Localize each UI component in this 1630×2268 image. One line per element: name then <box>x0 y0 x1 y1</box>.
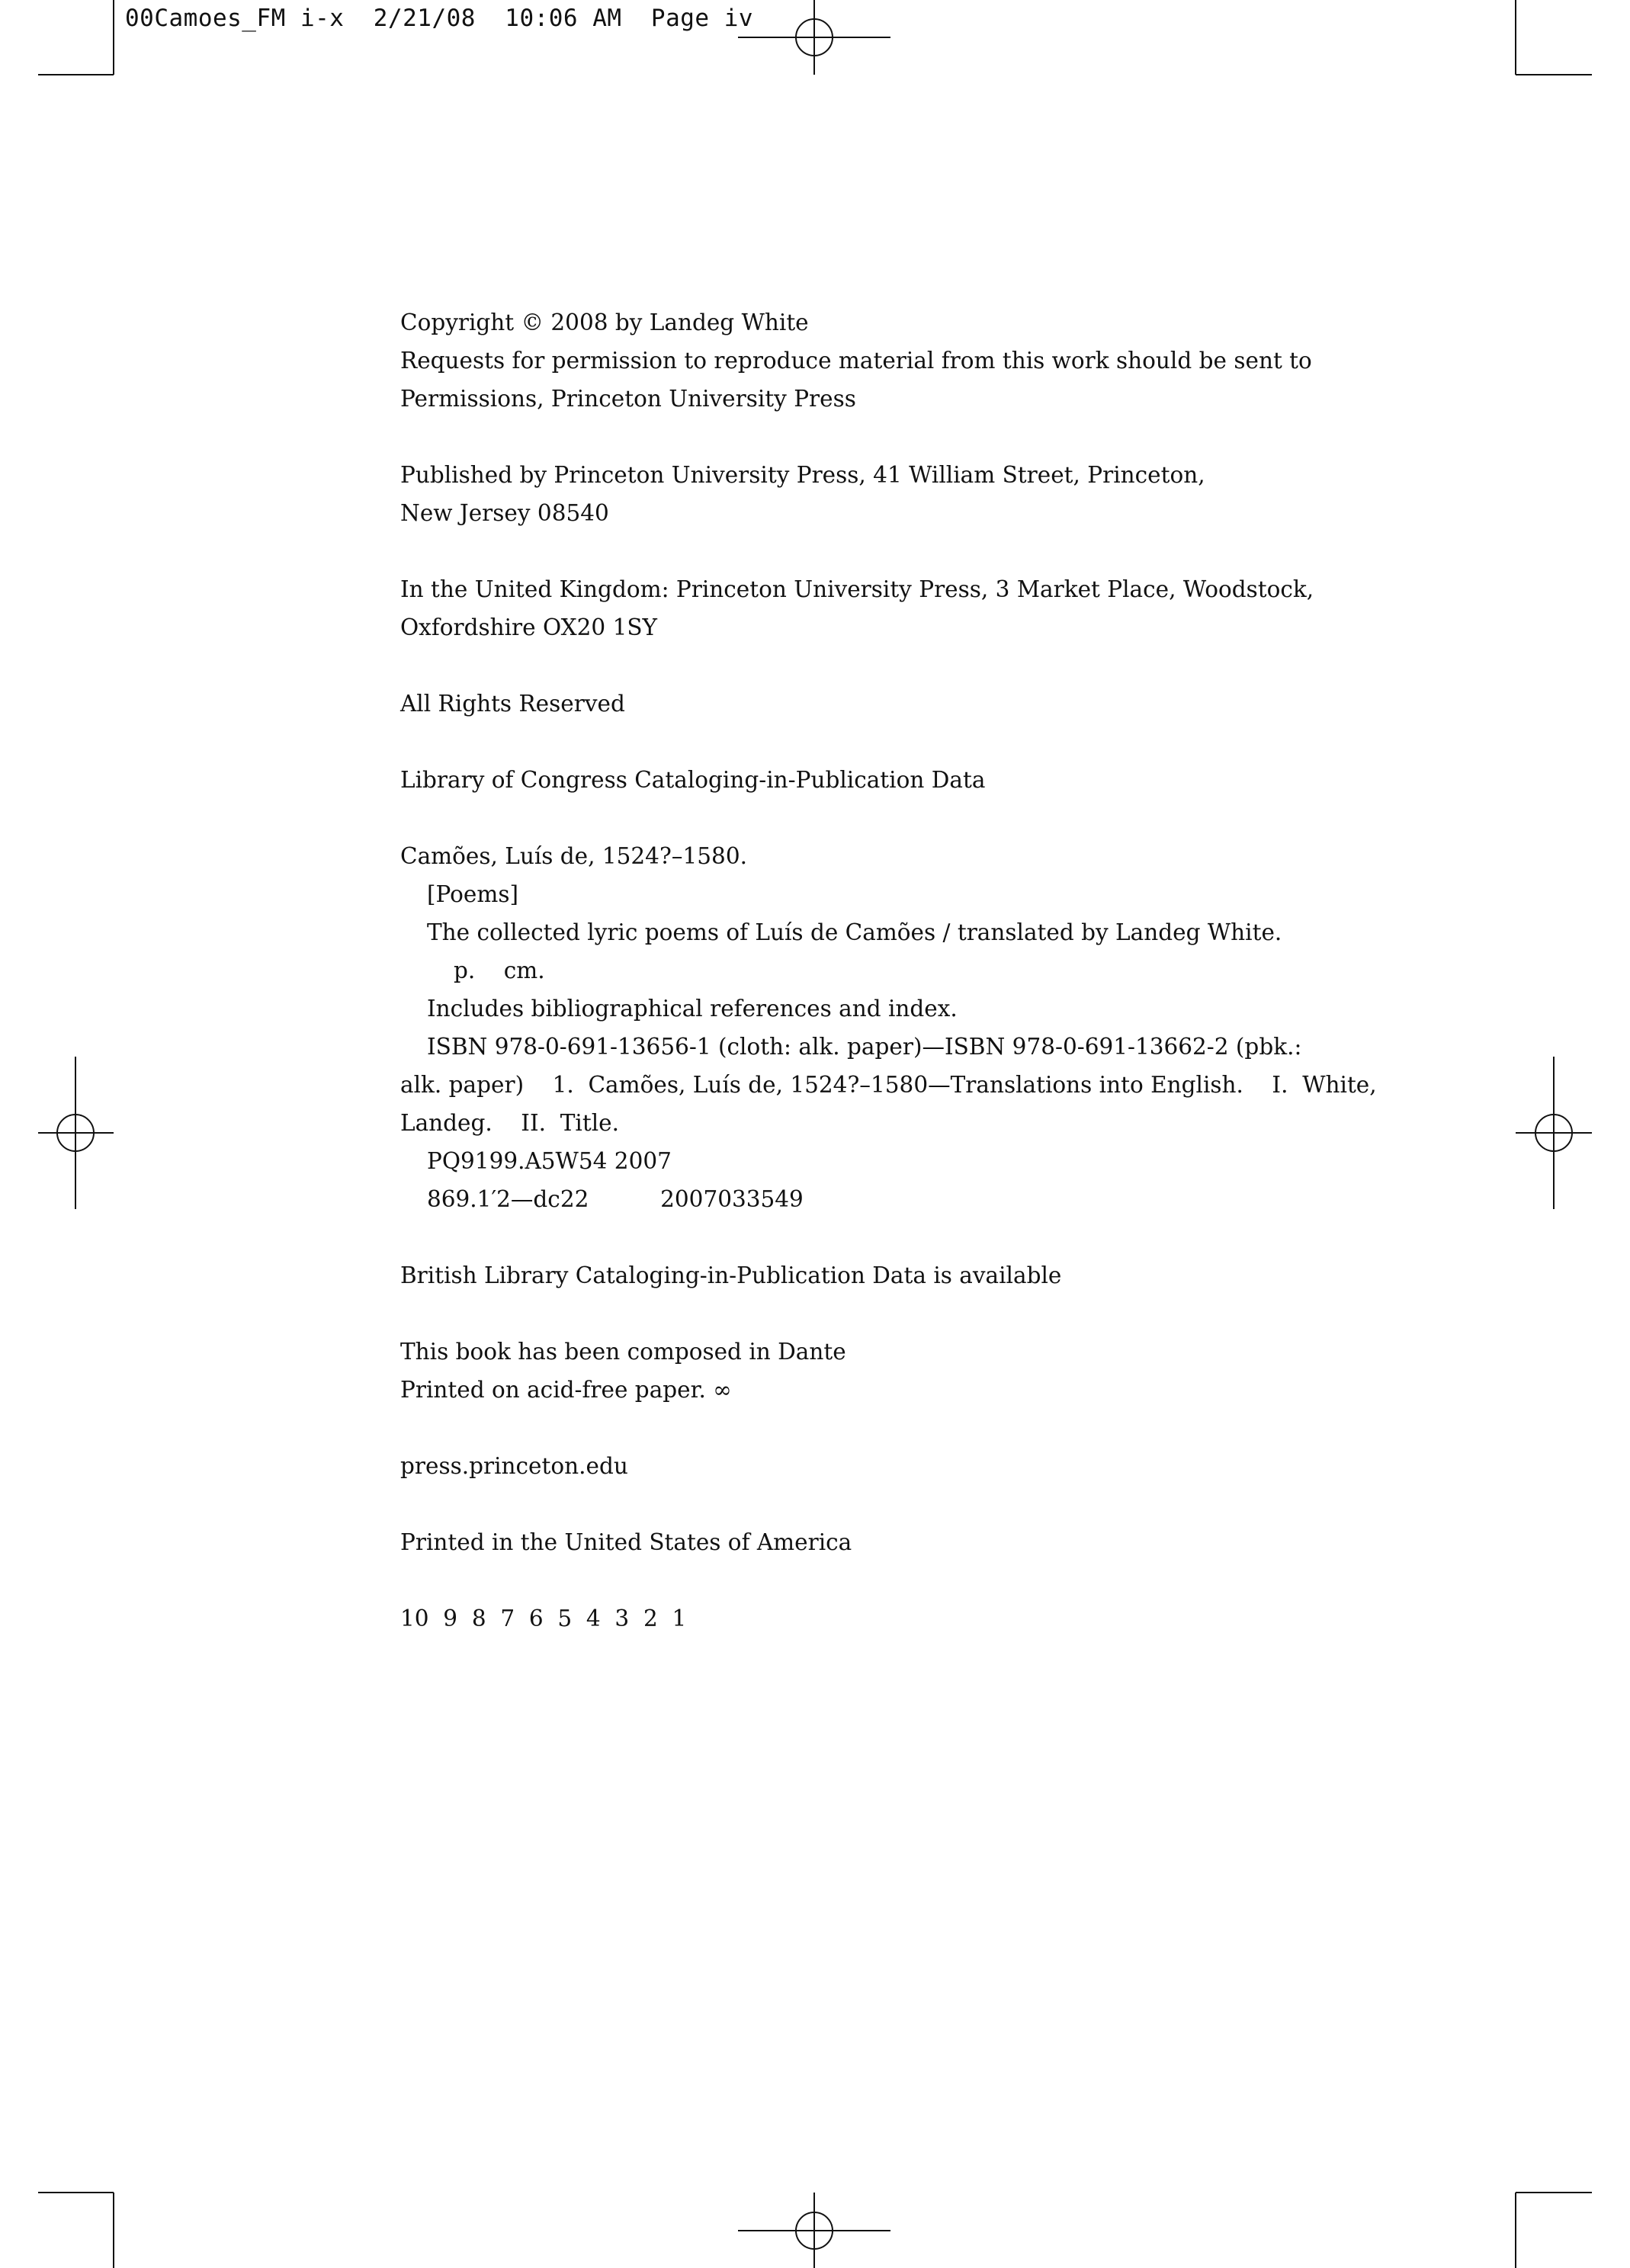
publisher-line-2: New Jersey 08540 <box>400 500 609 526</box>
copyright-page <box>400 303 1377 1676</box>
rights-reserved: All Rights Reserved <box>400 691 625 717</box>
copyright-line: Copyright © 2008 by Landeg White <box>400 310 809 335</box>
slug-date: 2/21/08 <box>373 5 476 32</box>
uk-line-1: In the United Kingdom: Princeton University Press, 3 Market Place, Woodstock, <box>400 576 1314 602</box>
crop-mark-top-right <box>1516 0 1592 75</box>
slug-page: Page iv <box>650 5 754 32</box>
registration-mark-bottom <box>738 2193 890 2268</box>
cip-uniform-title: [Poems] <box>427 881 519 907</box>
website-link: press.princeton.edu <box>400 1453 628 1479</box>
composition-block <box>400 1333 1315 1409</box>
permissions-line-1: Requests for permission to reproduce material from this work should be sent to <box>400 348 1312 374</box>
uk-publisher-block <box>400 570 1315 646</box>
loc-heading: Library of Congress Cataloging-in-Publication Data <box>400 767 986 793</box>
cip-subjects-1: alk. paper) 1. Camões, Luís de, 1524?–1580—Translations into English. I. White, <box>400 1072 1377 1098</box>
cip-author: Camões, Luís de, 1524?–1580. <box>400 843 747 869</box>
registration-mark-right <box>1516 1057 1592 1209</box>
cip-lc-class: PQ9199.A5W54 2007 <box>427 1148 672 1174</box>
cip-title: The collected lyric poems of Luís de Camões / translated by Landeg White. <box>427 919 1282 945</box>
uk-line-2: Oxfordshire OX20 1SY <box>400 614 658 640</box>
cip-record <box>400 837 1377 1218</box>
slug-file: 00Camoes_FM i-x <box>125 5 345 32</box>
british-library-line: British Library Cataloging-in-Publication Data is available <box>400 1262 1062 1288</box>
crop-mark-bottom-left <box>38 2193 114 2268</box>
printed-in-line: Printed in the United States of America <box>400 1529 852 1555</box>
british-library-block <box>400 1256 1315 1294</box>
publisher-block <box>400 456 1315 532</box>
cip-physical: p. cm. <box>454 958 545 983</box>
printed-in-block <box>400 1523 1315 1561</box>
composition-line-2: Printed on acid-free paper. ∞ <box>400 1377 732 1403</box>
cip-notes: Includes bibliographical references and index. <box>427 996 958 1022</box>
rights-block <box>400 685 1315 723</box>
slug-time: 10:06 AM <box>505 5 622 32</box>
copyright-block <box>400 303 1315 418</box>
website-block <box>400 1447 1315 1485</box>
publisher-line-1: Published by Princeton University Press, 41 William Street, Princeton, <box>400 462 1205 488</box>
print-line-block <box>400 1599 1315 1638</box>
registration-mark-left <box>38 1057 114 1209</box>
cip-subjects-2: Landeg. II. Title. <box>400 1110 619 1136</box>
loc-heading-block <box>400 761 1315 799</box>
crop-mark-bottom-right <box>1516 2193 1592 2268</box>
permissions-line-2: Permissions, Princeton University Press <box>400 386 856 412</box>
registration-mark-top <box>738 0 890 75</box>
composition-line-1: This book has been composed in Dante <box>400 1339 846 1365</box>
cip-isbn: ISBN 978-0-691-13656-1 (cloth: alk. paper)—ISBN 978-0-691-13662-2 (pbk.: <box>427 1034 1302 1060</box>
cip-dewey: 869.1′2—dc22 2007033549 <box>427 1186 804 1212</box>
crop-mark-top-left <box>38 0 114 75</box>
print-line: 10 9 8 7 6 5 4 3 2 1 <box>400 1606 687 1631</box>
